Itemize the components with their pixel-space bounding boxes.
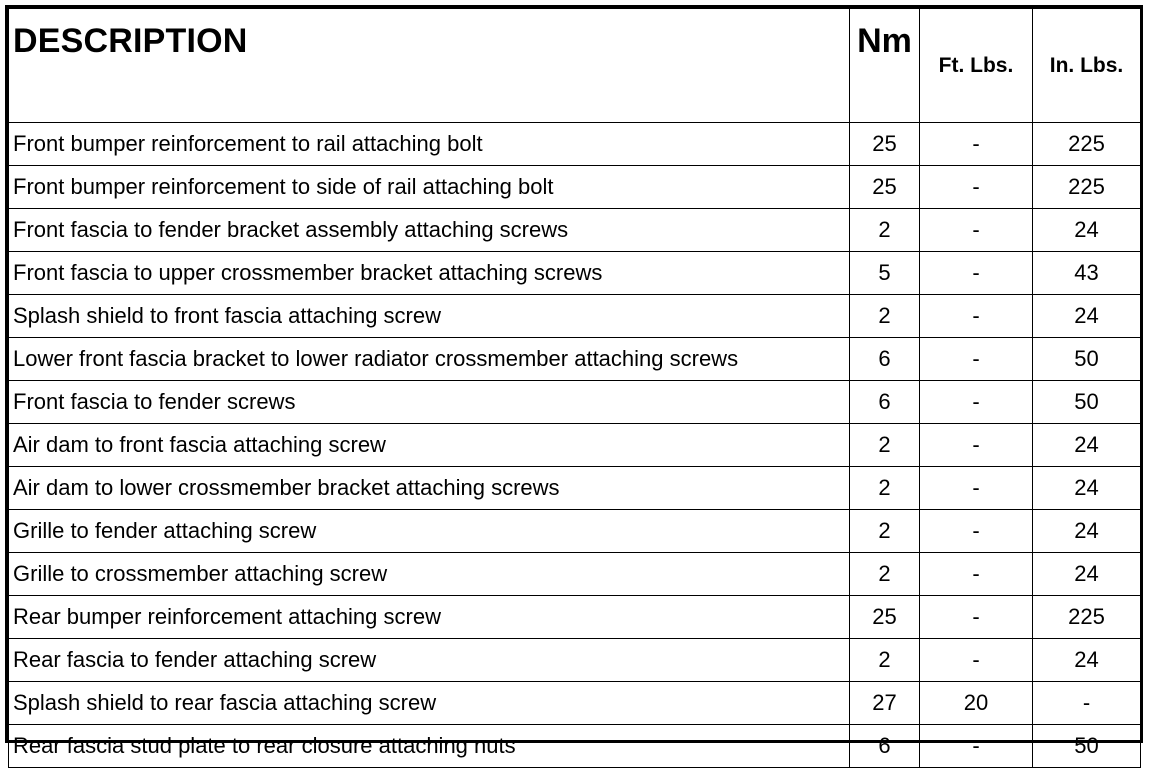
table-row [9,725,1141,768]
table-row [9,682,1141,725]
cell-in-lbs: 24 [1033,639,1141,682]
torque-spec-table-frame [5,5,1143,758]
header-in-lbs: In. Lbs. [1033,9,1141,123]
cell-ft-lbs: - [920,381,1033,424]
cell-ft-lbs: - [920,639,1033,682]
cell-description: Lower front fascia bracket to lower radiator crossmember attaching screws [9,338,850,381]
cell-ft-lbs: - [920,123,1033,166]
cell-description: Rear fascia to fender attaching screw [9,639,850,682]
header-description: DESCRIPTION [9,9,850,123]
cell-in-lbs: 50 [1033,338,1141,381]
cell-description: Front fascia to upper crossmember bracket attaching screws [9,252,850,295]
cell-nm: 6 [850,338,920,381]
cell-ft-lbs: - [920,209,1033,252]
cell-in-lbs: 24 [1033,467,1141,510]
cell-description: Front bumper reinforcement to side of rail attaching bolt [9,166,850,209]
cell-in-lbs: 50 [1033,725,1141,768]
cell-ft-lbs: - [920,510,1033,553]
cell-in-lbs: 225 [1033,166,1141,209]
cell-ft-lbs: - [920,252,1033,295]
table-row [9,338,1141,381]
cell-description: Grille to crossmember attaching screw [9,553,850,596]
cell-nm: 2 [850,553,920,596]
cell-description: Splash shield to front fascia attaching screw [9,295,850,338]
table-row [9,166,1141,209]
cell-nm: 2 [850,295,920,338]
cell-description: Air dam to front fascia attaching screw [9,424,850,467]
header-nm: Nm [850,9,920,123]
cell-nm: 2 [850,510,920,553]
cell-nm: 6 [850,725,920,768]
cell-ft-lbs: - [920,424,1033,467]
cell-nm: 2 [850,209,920,252]
cell-in-lbs: 43 [1033,252,1141,295]
cell-nm: 25 [850,123,920,166]
cell-in-lbs: 50 [1033,381,1141,424]
cell-nm: 27 [850,682,920,725]
cell-nm: 25 [850,166,920,209]
table-row [9,596,1141,639]
cell-description: Rear fascia stud plate to rear closure attaching nuts [9,725,850,768]
cell-ft-lbs: - [920,295,1033,338]
table-row [9,209,1141,252]
cell-description: Front bumper reinforcement to rail attaching bolt [9,123,850,166]
table-row [9,510,1141,553]
table-row [9,252,1141,295]
cell-in-lbs: 24 [1033,209,1141,252]
cell-ft-lbs: - [920,596,1033,639]
cell-description: Grille to fender attaching screw [9,510,850,553]
cell-in-lbs: 24 [1033,424,1141,467]
table-row [9,467,1141,510]
cell-description: Front fascia to fender screws [9,381,850,424]
cell-in-lbs: 225 [1033,123,1141,166]
table-header [9,9,1141,123]
torque-spec-table [8,8,1141,768]
table-row [9,381,1141,424]
cell-nm: 5 [850,252,920,295]
cell-in-lbs: 24 [1033,295,1141,338]
table-row [9,553,1141,596]
cell-nm: 2 [850,424,920,467]
table-row [9,123,1141,166]
cell-ft-lbs: - [920,553,1033,596]
header-ft-lbs: Ft. Lbs. [920,9,1033,123]
cell-in-lbs: 24 [1033,510,1141,553]
table-row [9,295,1141,338]
cell-nm: 6 [850,381,920,424]
cell-description: Splash shield to rear fascia attaching screw [9,682,850,725]
cell-nm: 2 [850,639,920,682]
header-row [9,9,1141,123]
cell-nm: 2 [850,467,920,510]
cell-ft-lbs: - [920,467,1033,510]
cell-in-lbs: 225 [1033,596,1141,639]
table-body [9,123,1141,768]
table-row [9,639,1141,682]
cell-description: Front fascia to fender bracket assembly attaching screws [9,209,850,252]
cell-ft-lbs: 20 [920,682,1033,725]
cell-in-lbs: 24 [1033,553,1141,596]
cell-description: Rear bumper reinforcement attaching screw [9,596,850,639]
cell-ft-lbs: - [920,338,1033,381]
cell-nm: 25 [850,596,920,639]
cell-ft-lbs: - [920,725,1033,768]
cell-ft-lbs: - [920,166,1033,209]
table-row [9,424,1141,467]
cell-description: Air dam to lower crossmember bracket attaching screws [9,467,850,510]
cell-in-lbs: - [1033,682,1141,725]
